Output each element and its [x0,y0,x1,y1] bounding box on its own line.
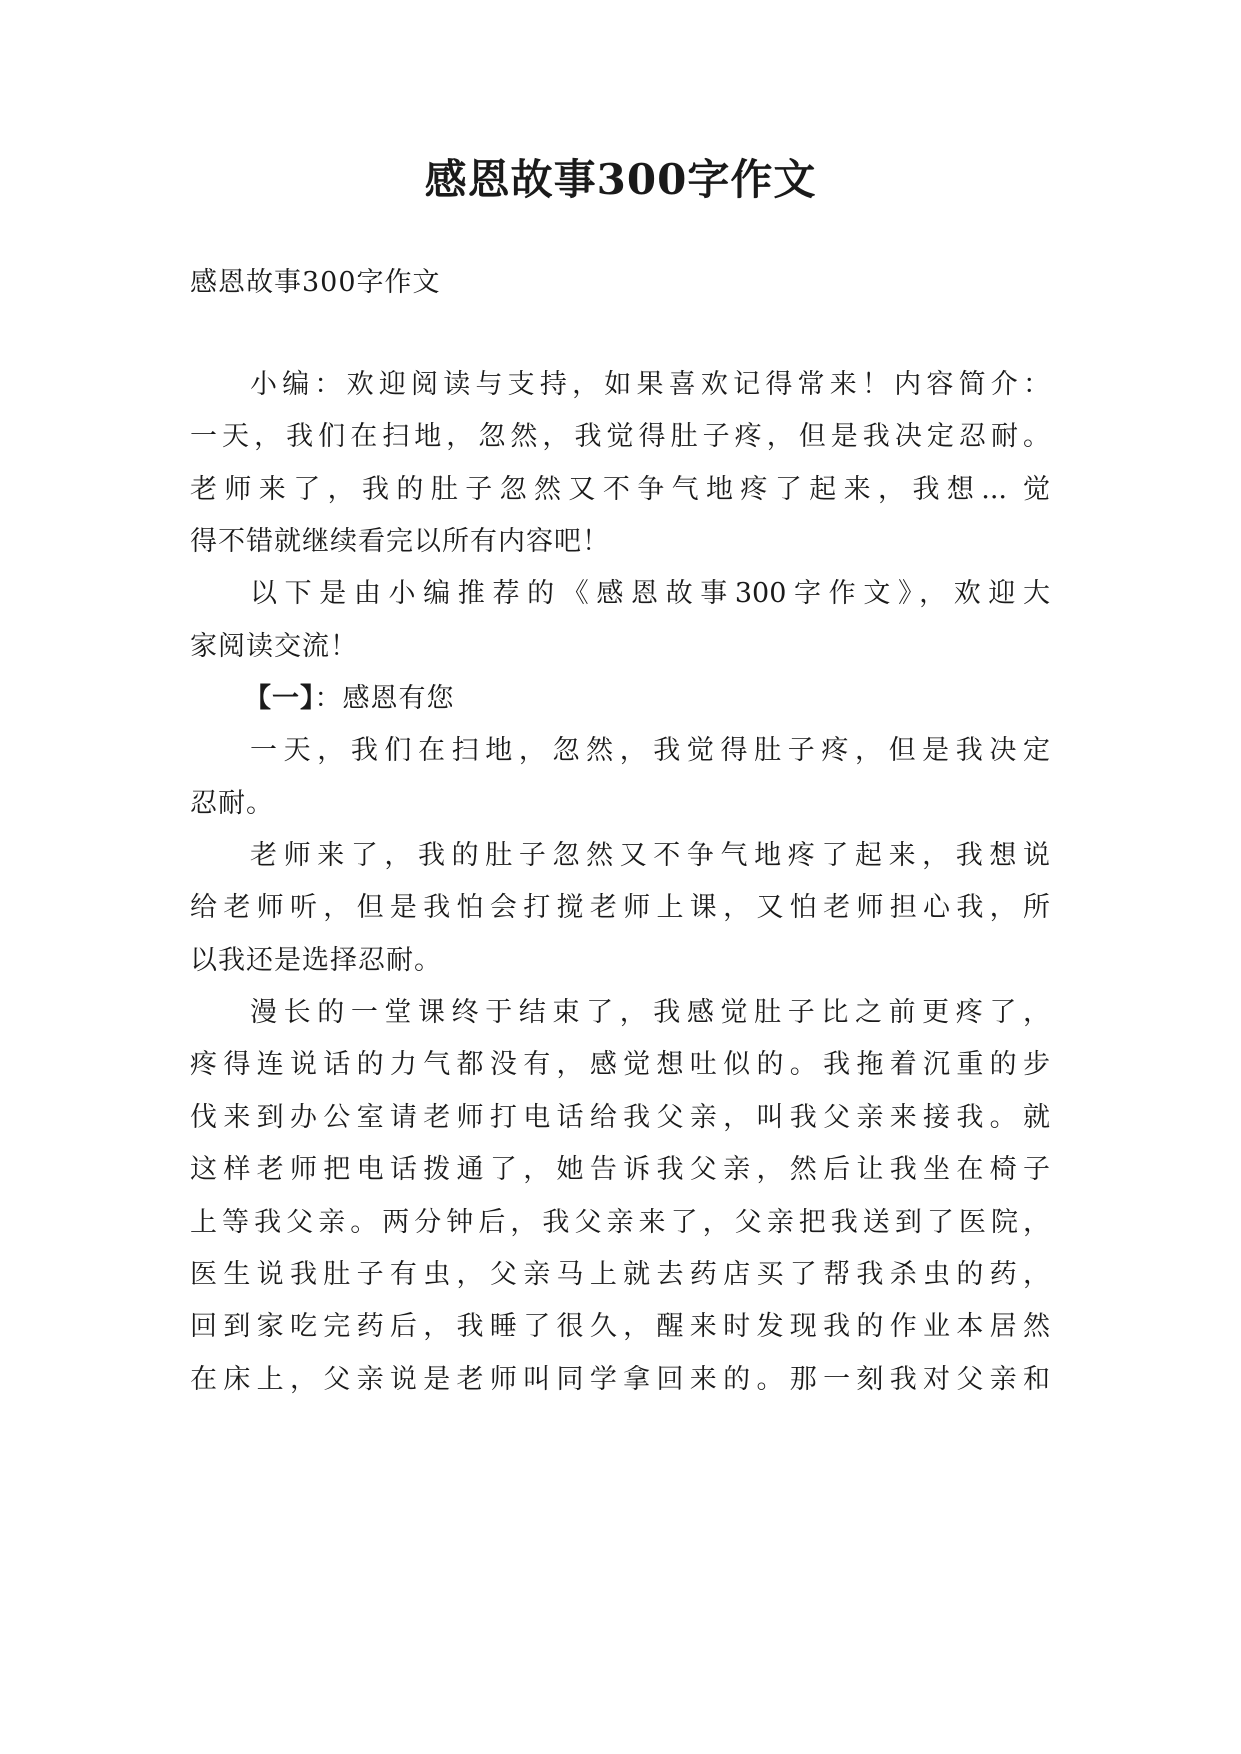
text-line: 老师来了，我的肚子忽然又不争气地疼了起来，我想说 [250,840,1050,872]
text-line: 得不错就继续看完以所有内容吧！ [190,526,610,558]
document-subtitle: 感恩故事300字作文 [190,267,441,298]
text-line: 在床上，父亲说是老师叫同学拿回来的。那一刻我对父亲和 [190,1363,1050,1395]
text-line: 老师来了，我的肚子忽然又不争气地疼了起来，我想... 觉 [190,473,1050,505]
text-line: 以下是由小编推荐的《感恩故事300字作文》，欢迎大 [250,578,1050,610]
text-line: 忍耐。 [190,787,274,819]
recommendation-paragraph [190,568,1050,673]
intro-paragraph [190,359,1050,568]
section-heading [190,673,1050,725]
text-line: 伐来到办公室请老师打电话给我父亲，叫我父亲来接我。就 [190,1101,1050,1133]
text-line: 以我还是选择忍耐。 [190,944,442,976]
text-line: 家阅读交流！ [190,630,358,662]
text-line: 回到家吃完药后，我睡了很久，醒来时发现我的作业本居然 [190,1311,1050,1343]
text-line: 医生说我肚子有虫，父亲马上就去药店买了帮我杀虫的药， [190,1258,1050,1290]
text-line: 漫长的一堂课终于结束了，我感觉肚子比之前更疼了， [250,997,1050,1029]
document-body [190,359,1050,1406]
document-title: 感恩故事300字作文 [424,155,817,204]
section-heading-label: 【一】 [244,683,315,715]
text-line: 这样老师把电话拨通了，她告诉我父亲，然后让我坐在椅子 [190,1154,1050,1186]
text-line: 小编：欢迎阅读与支持，如果喜欢记得常来！内容简介： [250,369,1050,400]
text-line: 一天，我们在扫地，忽然，我觉得肚子疼，但是我决定 [250,735,1050,767]
text-line: 给老师听，但是我怕会打搅老师上课，又怕老师担心我，所 [190,892,1050,924]
text-line: 上等我父亲。两分钟后，我父亲来了，父亲把我送到了医院， [190,1206,1050,1238]
paragraph [190,987,1050,1406]
text-line: 疼得连说话的力气都没有，感觉想吐似的。我拖着沉重的步 [190,1049,1050,1081]
section-heading-text: ：感恩有您 [314,683,455,715]
text-line: 一天，我们在扫地，忽然，我觉得肚子疼，但是我决定忍耐。 [190,421,1050,453]
paragraph [190,830,1050,987]
paragraph [190,725,1050,830]
